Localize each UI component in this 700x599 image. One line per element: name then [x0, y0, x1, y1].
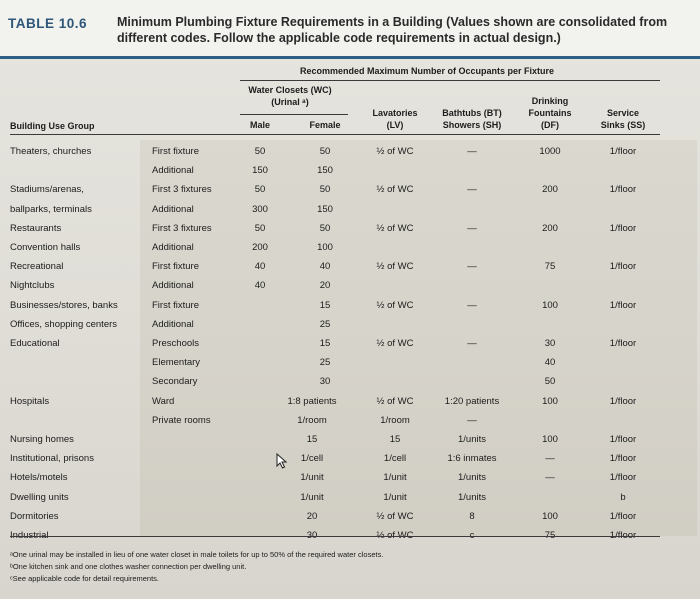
cell-female: 100 — [317, 242, 333, 253]
cell-bath: 1/units — [458, 472, 486, 484]
cell-sub: First fixture — [152, 299, 199, 311]
cell-ss: 1/floor — [609, 395, 637, 407]
cell-female: 50 — [319, 184, 331, 196]
cell-wc-span: 1:8 patients — [287, 395, 337, 407]
cell-df: 100 — [542, 395, 558, 407]
cell-group: Nursing homes — [10, 434, 74, 445]
header-recommended: Recommended Maximum Number of Occupants per Fixture — [300, 66, 555, 76]
cell-group: Offices, shopping centers — [10, 318, 118, 330]
cell-sub: First fixture — [152, 146, 199, 157]
rule-top — [240, 80, 660, 81]
cell-sub: Ward — [152, 395, 175, 407]
cell-male: 200 — [252, 242, 268, 253]
cell-wc-span: 15 — [306, 434, 318, 445]
table-title: Minimum Plumbing Fixture Requirements in a Building (Values shown are consolidated from different codes. Follow the applicable code requirements in actual design.) — [117, 15, 668, 45]
cell-female: 25 — [319, 318, 331, 330]
header-fountains: Fountains — [528, 108, 572, 118]
cell-female: 50 — [319, 222, 331, 234]
cell-wc-span: 20 — [306, 510, 318, 522]
cell-wc-span: 1/unit — [300, 491, 324, 503]
cell-df: 75 — [544, 261, 556, 273]
rule-wc — [240, 114, 348, 115]
cell-lav: ½ of WC — [376, 261, 414, 273]
cell-sub: Preschools — [152, 338, 199, 349]
cell-df: — — [545, 472, 555, 484]
cell-female: 15 — [319, 299, 331, 311]
cell-wc-span: 1/room — [297, 414, 327, 426]
rule-header-bottom — [10, 134, 660, 135]
cell-wc-span: 1/unit — [300, 472, 324, 484]
header-female: Female — [309, 120, 341, 130]
cell-male: 50 — [254, 222, 266, 234]
cell-lav: ½ of WC — [376, 338, 414, 349]
cell-df: 30 — [544, 338, 556, 349]
cell-group: Convention halls — [10, 242, 81, 253]
cell-bath: — — [467, 261, 477, 273]
cell-male: 50 — [254, 146, 266, 157]
cell-lav: ½ of WC — [376, 222, 414, 234]
header-lavatories: Lavatories — [372, 108, 418, 118]
cell-male: 50 — [254, 184, 266, 196]
cell-male: 40 — [254, 280, 266, 292]
header-showers: Showers (SH) — [442, 120, 502, 130]
cell-sub: First fixture — [152, 261, 199, 273]
cell-female: 150 — [317, 165, 333, 177]
cell-ss: 1/floor — [609, 299, 637, 311]
cell-sub: Additional — [152, 165, 194, 177]
cell-sub: Secondary — [152, 376, 198, 388]
header-drinking: Drinking — [531, 96, 569, 106]
header-ss-abbr: Sinks (SS) — [600, 120, 646, 130]
cell-female: 50 — [319, 146, 331, 157]
cell-sub: Additional — [152, 242, 194, 253]
header-df-abbr: (DF) — [541, 120, 559, 130]
rule-footer — [10, 536, 660, 537]
cell-lav: 15 — [389, 434, 401, 445]
cell-bath: — — [467, 338, 477, 349]
cell-ss: 1/floor — [609, 184, 637, 196]
cell-df: — — [545, 453, 555, 465]
cell-df: 200 — [542, 222, 558, 234]
cell-female: 15 — [319, 338, 331, 349]
cell-df: 100 — [542, 510, 558, 522]
header-building-use-group: Building Use Group — [10, 121, 95, 131]
cell-female: 40 — [319, 261, 331, 273]
cell-lav: ½ of WC — [376, 146, 414, 157]
cell-sub: First 3 fixtures — [152, 184, 212, 196]
cell-group: Recreational — [10, 261, 64, 273]
cell-sub: Additional — [152, 318, 194, 330]
cell-group: Stadiums/arenas, — [10, 184, 84, 196]
cell-bath: 1:20 patients — [444, 395, 500, 407]
cell-sub: First 3 fixtures — [152, 222, 212, 234]
cell-group: Hotels/motels — [10, 472, 68, 484]
cell-lav: ½ of WC — [376, 395, 414, 407]
cell-group: Educational — [10, 338, 60, 349]
header-male: Male — [249, 120, 270, 130]
cell-ss: b — [620, 491, 626, 503]
cell-bath: — — [467, 146, 477, 157]
cell-lav: 1/room — [380, 414, 410, 426]
cell-sub: Private rooms — [152, 414, 211, 426]
cell-male: 40 — [254, 261, 266, 273]
cell-df: 50 — [544, 376, 556, 388]
header-wc: Water Closets (WC) — [248, 85, 332, 95]
cell-bath: — — [467, 184, 477, 196]
cell-female: 20 — [319, 280, 331, 292]
table-title-bar — [0, 0, 700, 59]
cell-ss: 1/floor — [609, 510, 637, 522]
cell-sub: Additional — [152, 203, 194, 215]
table-number: TABLE 10.6 — [8, 16, 88, 31]
cell-df: 100 — [542, 299, 558, 311]
cell-bath: — — [467, 222, 477, 234]
cell-bath: 1/units — [458, 434, 486, 445]
cell-wc-span: 1/cell — [300, 453, 324, 465]
cell-df: 40 — [544, 357, 556, 369]
cell-lav: ½ of WC — [376, 510, 414, 522]
header-lavatories-abbr: (LV) — [386, 120, 404, 130]
cell-female: 25 — [319, 357, 331, 369]
cell-group: Dwelling units — [10, 491, 69, 503]
cell-bath: — — [467, 414, 477, 426]
cell-df: 100 — [542, 434, 558, 445]
cell-male: 300 — [252, 203, 268, 215]
cell-ss: 1/floor — [609, 338, 637, 349]
cell-ss: 1/floor — [609, 472, 637, 484]
cell-lav: 1/unit — [383, 491, 407, 503]
cell-lav: ½ of WC — [376, 184, 414, 196]
cell-bath: 8 — [469, 510, 475, 522]
cell-ss: 1/floor — [609, 222, 637, 234]
cell-sub: Elementary — [152, 357, 201, 369]
cell-lav: 1/cell — [383, 453, 407, 465]
cell-bath: 1:6 inmates — [447, 453, 497, 465]
header-urinal: (Urinal ᵃ) — [271, 97, 309, 107]
header-bathtubs: Bathtubs (BT) — [442, 108, 502, 118]
cell-group: Institutional, prisons — [10, 453, 94, 465]
cell-group: Theaters, churches — [10, 146, 92, 157]
cell-lav: ½ of WC — [376, 299, 414, 311]
cell-df: 1000 — [539, 146, 561, 157]
mouse-pointer-icon — [276, 453, 288, 469]
cell-ss: 1/floor — [609, 146, 637, 157]
cell-sub: Additional — [152, 280, 194, 292]
cell-ss: 1/floor — [609, 434, 637, 445]
cell-ss: 1/floor — [609, 261, 637, 273]
cell-group: Dormitories — [10, 510, 59, 522]
cell-group: Nightclubs — [10, 280, 55, 292]
cell-bath: — — [467, 299, 477, 311]
cell-group: ballparks, terminals — [10, 203, 92, 215]
cell-ss: 1/floor — [609, 453, 637, 465]
footnote-b: ᵇOne kitchen sink and one clothes washer connection per dwelling unit. — [10, 562, 247, 571]
cell-df: 200 — [542, 184, 558, 196]
cell-group: Hospitals — [10, 395, 50, 407]
cell-group: Restaurants — [10, 222, 62, 234]
cell-female: 150 — [317, 203, 333, 215]
header-service: Service — [606, 108, 640, 118]
footnote-c: ᶜSee applicable code for detail requirements. — [10, 574, 159, 583]
cell-male: 150 — [252, 165, 268, 177]
cell-female: 30 — [319, 376, 331, 388]
footnote-a: ᵃOne urinal may be installed in lieu of one water closet in male toilets for up to 50% of the required water closets. — [10, 550, 384, 559]
cell-group: Businesses/stores, banks — [10, 299, 118, 311]
cell-lav: 1/unit — [383, 472, 407, 484]
cell-bath: 1/units — [458, 491, 486, 503]
